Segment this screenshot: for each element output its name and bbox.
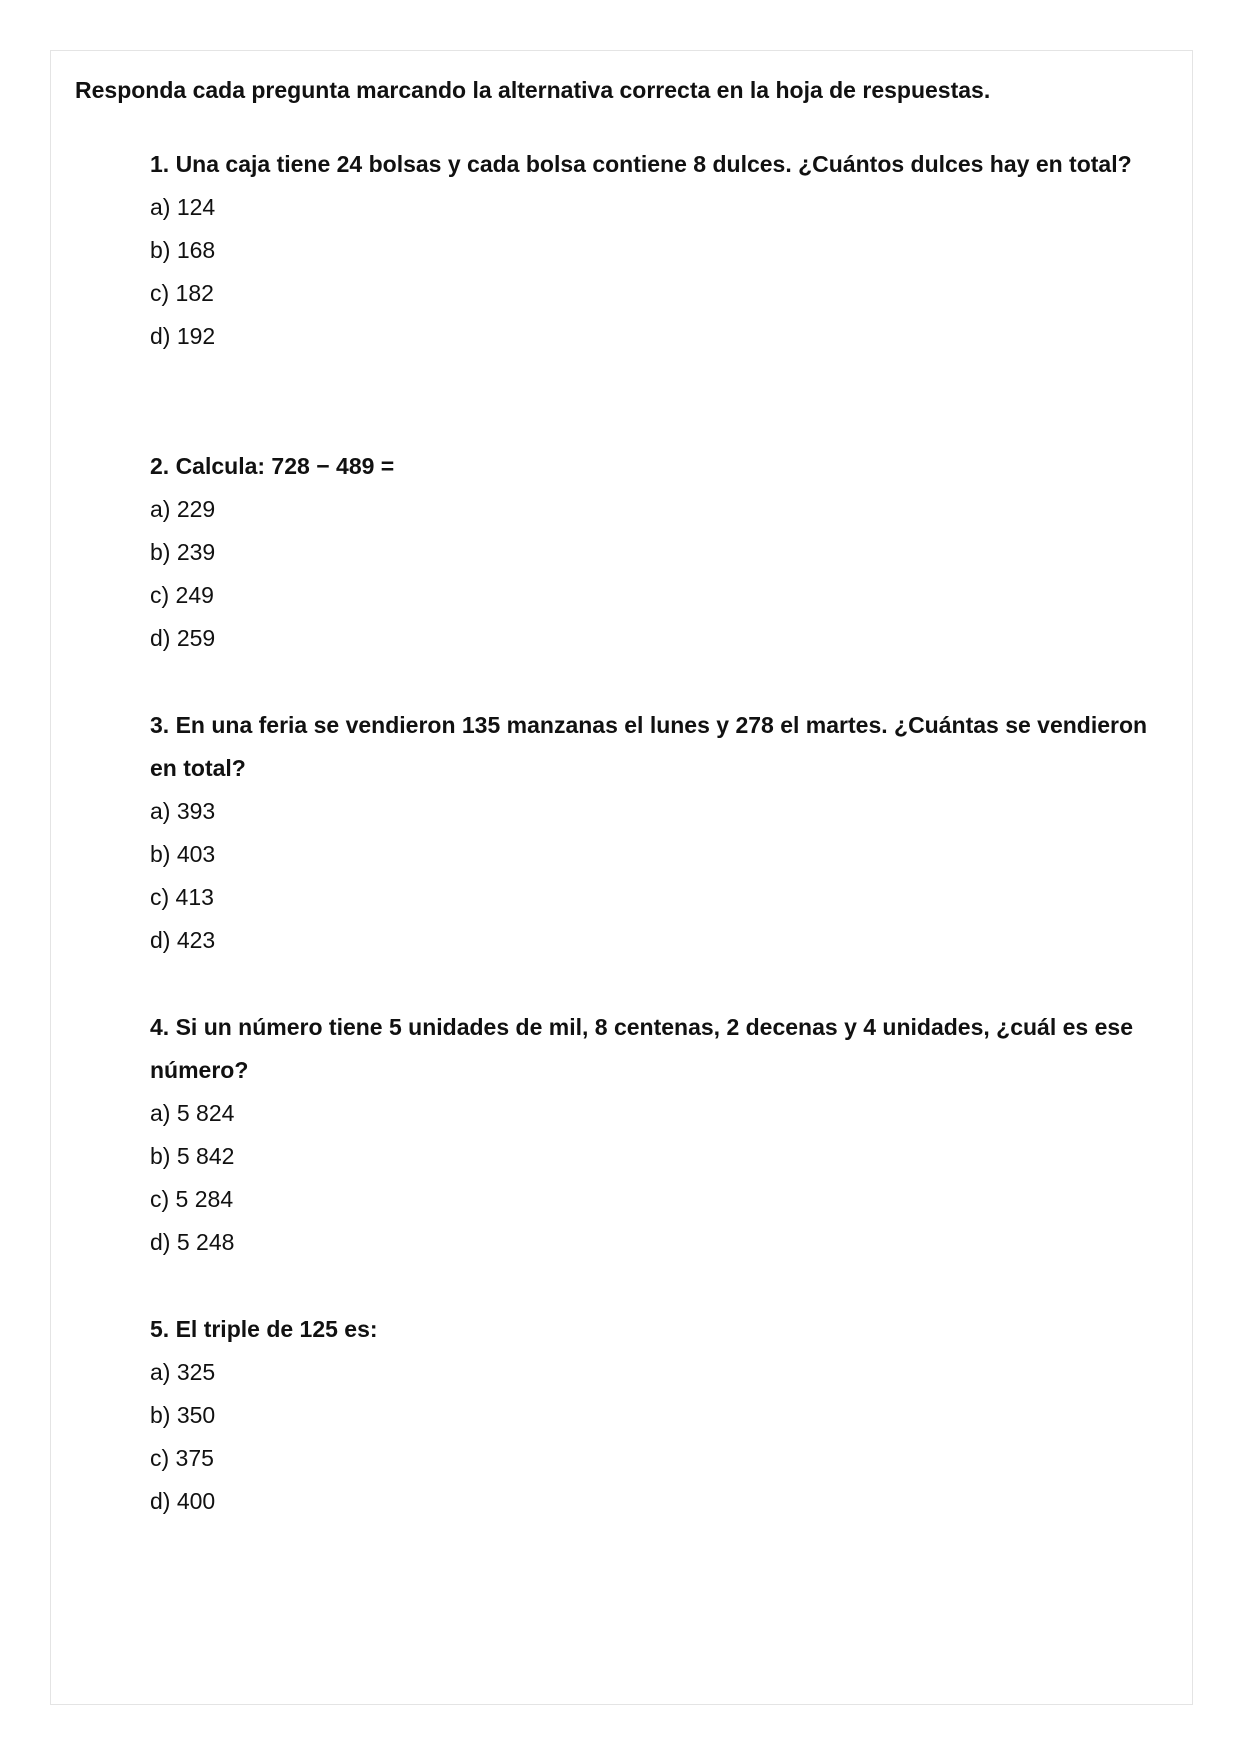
- question-text: 4. Si un número tiene 5 unidades de mil, 8 centenas, 2 decenas y 4 unidades, ¿cuál es ese número?: [150, 1014, 1133, 1083]
- option-d[interactable]: d) 192: [150, 323, 216, 349]
- option-b[interactable]: b) 5 842: [150, 1143, 235, 1169]
- options-list: [150, 790, 1150, 962]
- question-text: 2. Calcula: 728 − 489 =: [150, 453, 395, 479]
- option-c[interactable]: c) 182: [150, 280, 214, 306]
- instructions-text: Responda cada pregunta marcando la alternativa correcta en la hoja de respuestas.: [75, 77, 991, 103]
- question-4: [150, 1006, 1150, 1264]
- option-c[interactable]: c) 249: [150, 582, 214, 608]
- option-b[interactable]: b) 168: [150, 237, 216, 263]
- question-text: 1. Una caja tiene 24 bolsas y cada bolsa contiene 8 dulces. ¿Cuántos dulces hay en total?: [150, 151, 1132, 177]
- options-list: [150, 488, 1150, 660]
- option-d[interactable]: d) 400: [150, 1488, 216, 1514]
- option-a[interactable]: a) 124: [150, 194, 216, 220]
- option-d[interactable]: d) 423: [150, 927, 216, 953]
- option-d[interactable]: d) 259: [150, 625, 216, 651]
- option-a[interactable]: a) 325: [150, 1359, 216, 1385]
- question-1: [150, 143, 1150, 358]
- question-2: [150, 445, 1150, 660]
- question-text: 3. En una feria se vendieron 135 manzanas el lunes y 278 el martes. ¿Cuántas se vendieron en total?: [150, 712, 1148, 781]
- question-3: [150, 704, 1150, 962]
- option-c[interactable]: c) 5 284: [150, 1186, 234, 1212]
- option-d[interactable]: d) 5 248: [150, 1229, 235, 1255]
- option-b[interactable]: b) 239: [150, 539, 216, 565]
- question-text: 5. El triple de 125 es:: [150, 1316, 378, 1342]
- option-b[interactable]: b) 403: [150, 841, 216, 867]
- options-list: [150, 1092, 1150, 1264]
- option-c[interactable]: c) 375: [150, 1445, 214, 1471]
- option-a[interactable]: a) 229: [150, 496, 216, 522]
- option-b[interactable]: b) 350: [150, 1402, 216, 1428]
- options-list: [150, 1351, 1150, 1523]
- option-a[interactable]: a) 393: [150, 798, 216, 824]
- option-c[interactable]: c) 413: [150, 884, 214, 910]
- options-list: [150, 186, 1150, 358]
- question-5: [150, 1308, 1150, 1523]
- option-a[interactable]: a) 5 824: [150, 1100, 235, 1126]
